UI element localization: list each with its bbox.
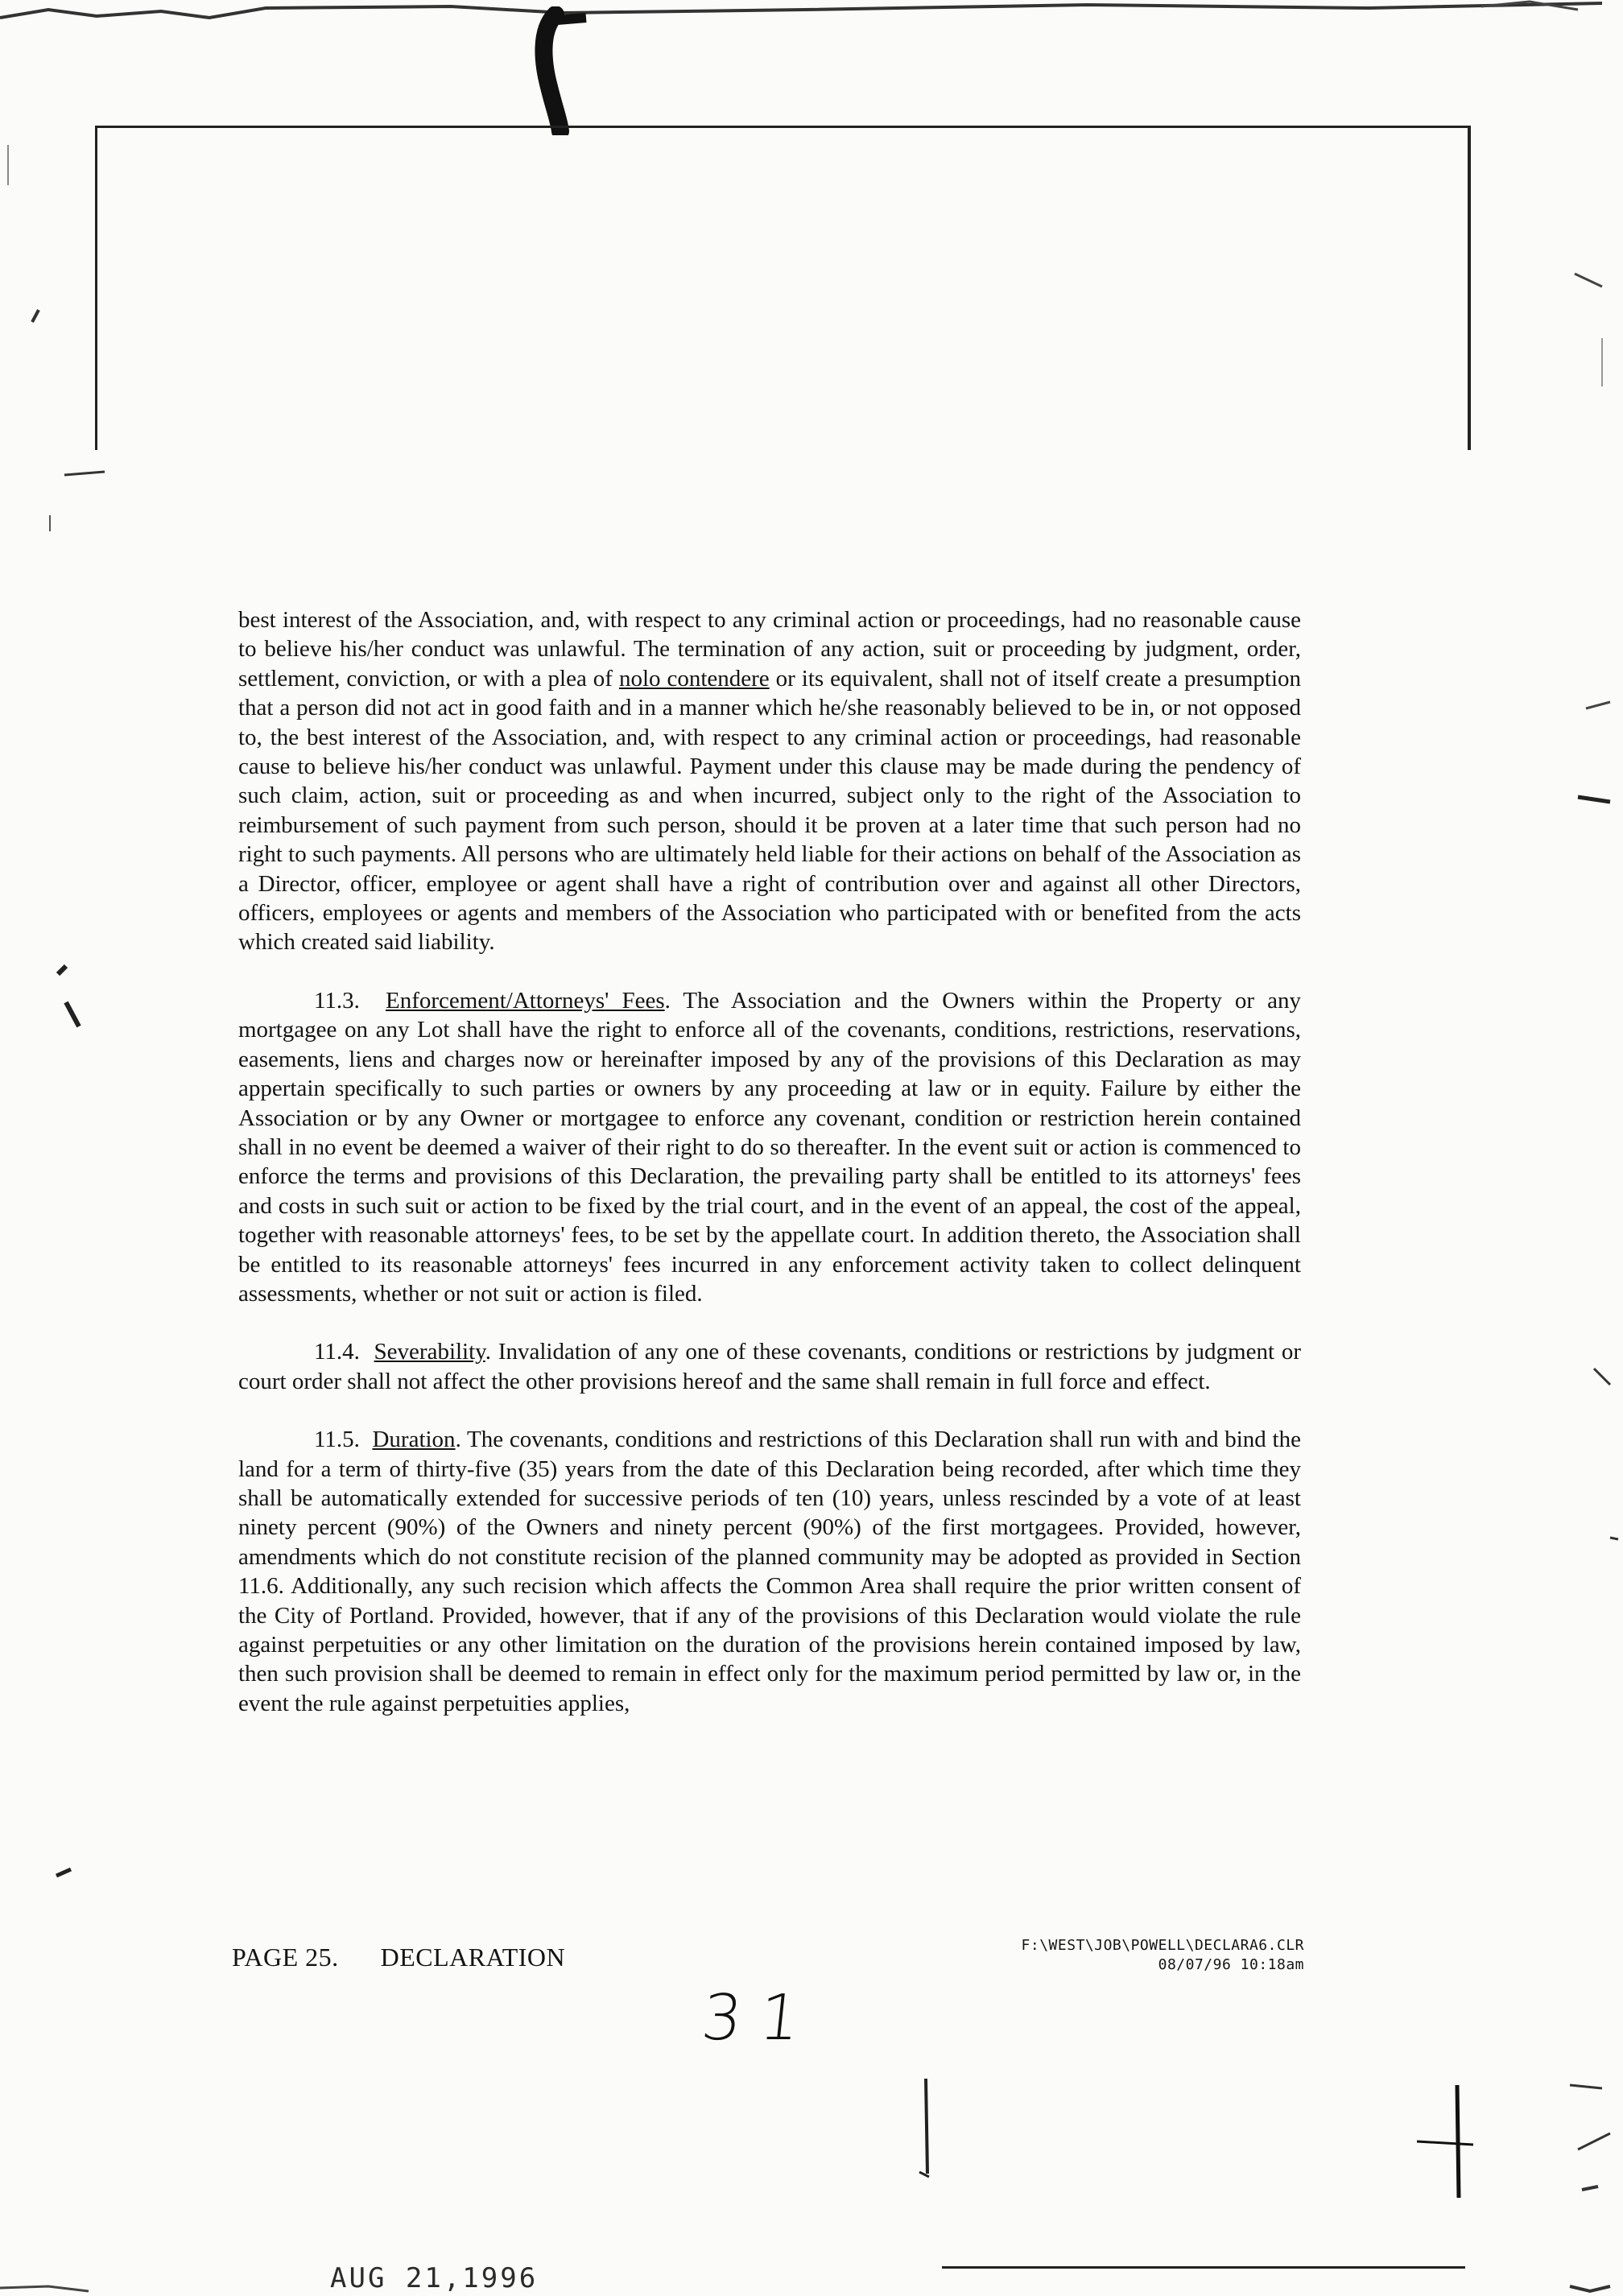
continuation-paragraph: best interest of the Association, and, with respect to any criminal action or proceedings, had no reasonable cause to believe his/her conduct was unlawful. The termination of any action, suit or proceeding by judgment, order, settlement, conviction, or with a plea of nolo contendere or its equivalent, shall not of itself create a presumption that a person did not act in good faith and in a manner which he/she reasonably believed to be in, or not opposed to, the best interest of the Association, and, with respect to any criminal action or proceedings, had reasonable cause to believe his/her conduct was unlawful. Payment under this clause may be made during the pendency of such claim, action, suit or proceeding as and when incurred, subject only to the right of the Association to reimbursement of such payment from such person, should it be proven at a later time that such person had no right to such payments. All persons who are ultimately held liable for their actions on behalf of the Association as a Director, officer, employee or agent shall have a right of contribution over and against all other Directors, officers, employees or agents and members of the Association who participated with or benefited from the acts which created said liability. xyxy=(238,607,1302,956)
section-11-5-heading: Duration xyxy=(372,1427,456,1453)
document-title-label: DECLARATION xyxy=(380,1943,566,1972)
section-11-3-heading: Enforcement/Attorneys' Fees xyxy=(386,987,665,1014)
handwritten-page-number: 31 xyxy=(698,1982,821,2054)
file-path: F:\WEST\JOB\POWELL\DECLARA6.CLR xyxy=(1021,1937,1304,1954)
bracket-marks xyxy=(918,2077,1497,2270)
bottom-rule xyxy=(942,2266,1465,2269)
binder-clip-mark xyxy=(531,6,588,135)
section-11-4-heading: Severability xyxy=(374,1339,485,1365)
received-date-stamp: AUG 21,1996 xyxy=(330,2262,539,2294)
declaration-body xyxy=(238,605,1301,1718)
page-footer xyxy=(232,1943,565,1972)
nolo-contendere-term: nolo contendere xyxy=(618,665,770,692)
page-number-label: PAGE 25. xyxy=(232,1943,339,1972)
file-path-stamp xyxy=(950,1936,1304,1975)
section-11-5: 11.5. Duration. The covenants, conditions and restrictions of this Declaration shall run with and bind the land for a term of thirty-five (35) years from the date of this Declaration being recorded, after which time they shall be automatically extended for successive periods of ten (10) years, unless rescinded by a vote of at least ninety percent (90%) of the Owners and ninety percent (90%) of the first mortgagees. Provided, however, amendments which do not constitute recision of the planned community may be adopted as provided in Section 11.6. Additionally, any such recision which affects the Common Area shall require the prior written consent of the City of Portland. Provided, however, that if any of the provisions of this Declaration would violate the rule against perpetuities or any other limitation on the duration of the provisions herein contained imposed by law, then such provision shall be deemed to remain in effect only for the maximum period permitted by law or, in the event the rule against perpetuities applies, xyxy=(238,1427,1301,1716)
section-11-3: 11.3. Enforcement/Attorneys' Fees. The Association and the Owners within the Property or any mortgagee on any Lot shall have the right to enforce all of the covenants, conditions, restrictions, reservations, easements, liens and charges now or hereinafter imposed by any of the provisions of this Declaration as may appertain specifically to such parties or owners by any proceeding at law or in equity. Failure by either the Association or by any Owner or mortgagee to enforce any covenant, condition or restriction herein contained shall in no event be deemed a waiver of their right to do so thereafter. In the event suit or action is commenced to enforce the terms and provisions of this Declaration, the prevailing party shall be entitled to its attorneys' fees and costs in such suit or action to be fixed by the trial court, and in the event of an appeal, the cost of the appeal, together with reasonable attorneys' fees, to be set by the appellate court. In addition thereto, the Association shall be entitled to its reasonable attorneys' fees incurred in any enforcement activity taken to collect delinquent assessments, whether or not suit or action is filed. xyxy=(238,987,1301,1307)
section-11-4: 11.4. Severability. Invalidation of any one of these covenants, conditions or restrictions by judgment or court order shall not affect the other provisions hereof and the same shall remain in full force and effect. xyxy=(238,1339,1301,1394)
scanned-page-frame xyxy=(95,126,1471,450)
file-timestamp: 08/07/96 10:18am xyxy=(1158,1956,1304,1973)
